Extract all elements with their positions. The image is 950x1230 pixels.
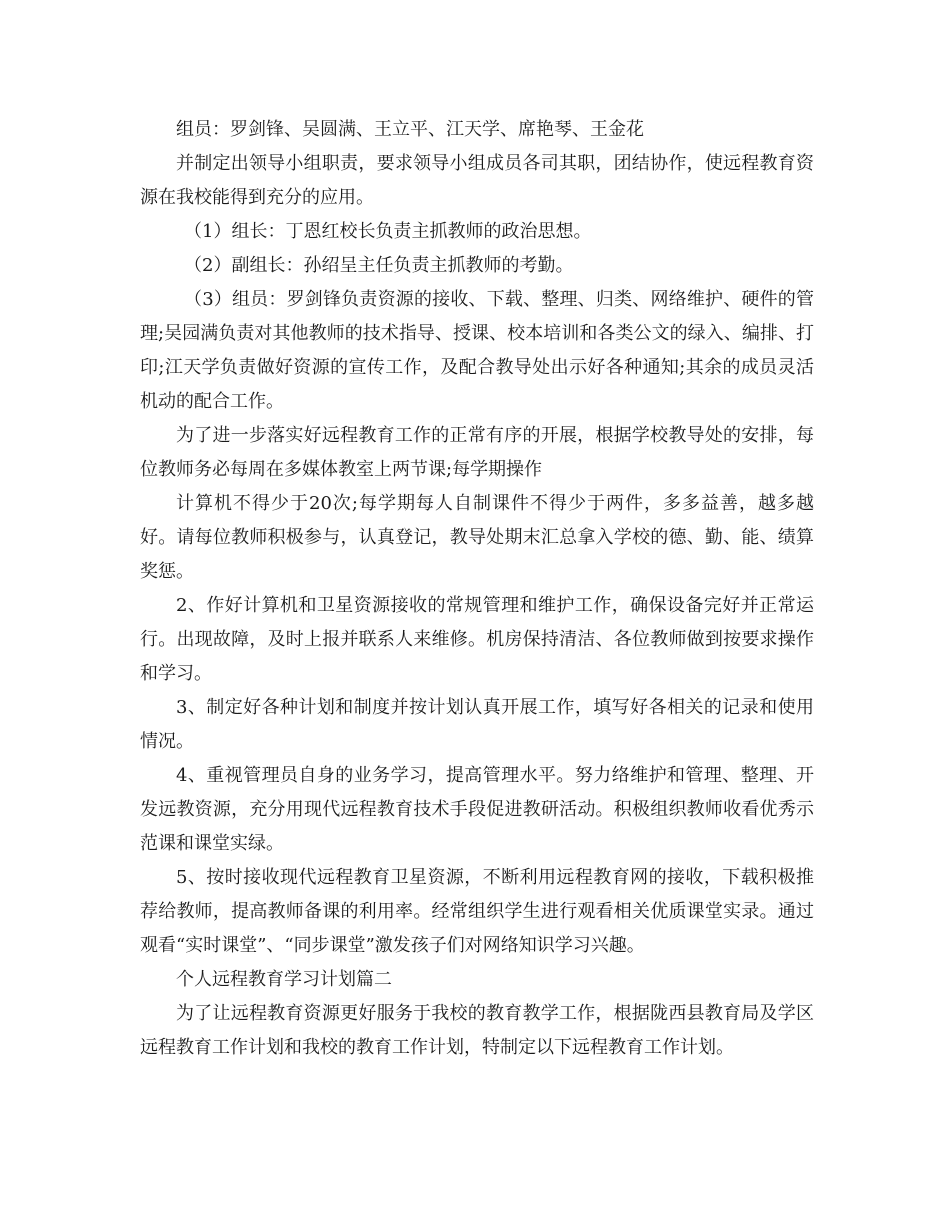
paragraph-members: 组员：罗剑锋、吴圆满、王立平、江天学、席艳琴、王金花 [176, 119, 644, 140]
paragraph-arrangement: 为了进一步落实好远程教育工作的正常有序的开展，根据学校教导处的安排，每位教师务必每周在多媒体教室上两节课;每学期操作 [140, 425, 814, 480]
paragraph-computer-requirement: 计算机不得少于20次;每学期每人自制课件不得少于两件，多多益善，越多越好。请每位教师积极参与，认真登记，教导处期末汇总拿入学校的德、勤、能、绩算奖惩。 [140, 493, 814, 582]
document-body [140, 113, 814, 1065]
paragraph-leader: （1）组长：丁恩红校长负责主抓教师的政治思想。 [184, 221, 592, 242]
paragraph-item-4: 4、重视管理员自身的业务学习，提高管理水平。努力络维护和管理、整理、开发远教资源，充分用现代远程教育技术手段促进教研活动。积极组织教师收看优秀示范课和课堂实绿。 [140, 765, 814, 854]
paragraph-item-2: 2、作好计算机和卫星资源接收的常规管理和维护工作，确保设备完好并正常运行。出现故障，及时上报并联系人来维修。机房保持清洁、各位教师做到按要求操作和学习。 [140, 595, 814, 684]
section-heading: 个人远程教育学习计划篇二 [176, 969, 392, 990]
paragraph-plan-intro: 为了让远程教育资源更好服务于我校的教育教学工作，根据陇西县教育局及学区远程教育工作计划和我校的教育工作计划，特制定以下远程教育工作计划。 [140, 1003, 814, 1058]
paragraph-duties-intro: 并制定出领导小组职责，要求领导小组成员各司其职，团结协作，使远程教育资源在我校能得到充分的应用。 [140, 153, 814, 208]
paragraph-members-duties: （3）组员：罗剑锋负责资源的接收、下载、整理、归类、网络维护、硬件的管理;吴园满负责对其他教师的技术指导、授课、校本培训和各类公文的绿入、编排、打印;江天学负责做好资源的宣传工作，及配合教导处出示好各种通知;其余的成员灵活机动的配合工作。 [140, 289, 814, 412]
paragraph-deputy-leader: （2）副组长：孙绍呈主任负责主抓教师的考勤。 [184, 255, 574, 276]
paragraph-item-3: 3、制定好各种计划和制度并按计划认真开展工作，填写好各相关的记录和使用情况。 [140, 697, 814, 752]
paragraph-item-5: 5、按时接收现代远程教育卫星资源，不断利用远程教育网的接收，下载积极推荐给教师，提高教师备课的利用率。经常组织学生进行观看相关优质课堂实录。通过观看“实时课堂”、“同步课堂”激发孩子们对网络知识学习兴趣。 [140, 867, 814, 956]
